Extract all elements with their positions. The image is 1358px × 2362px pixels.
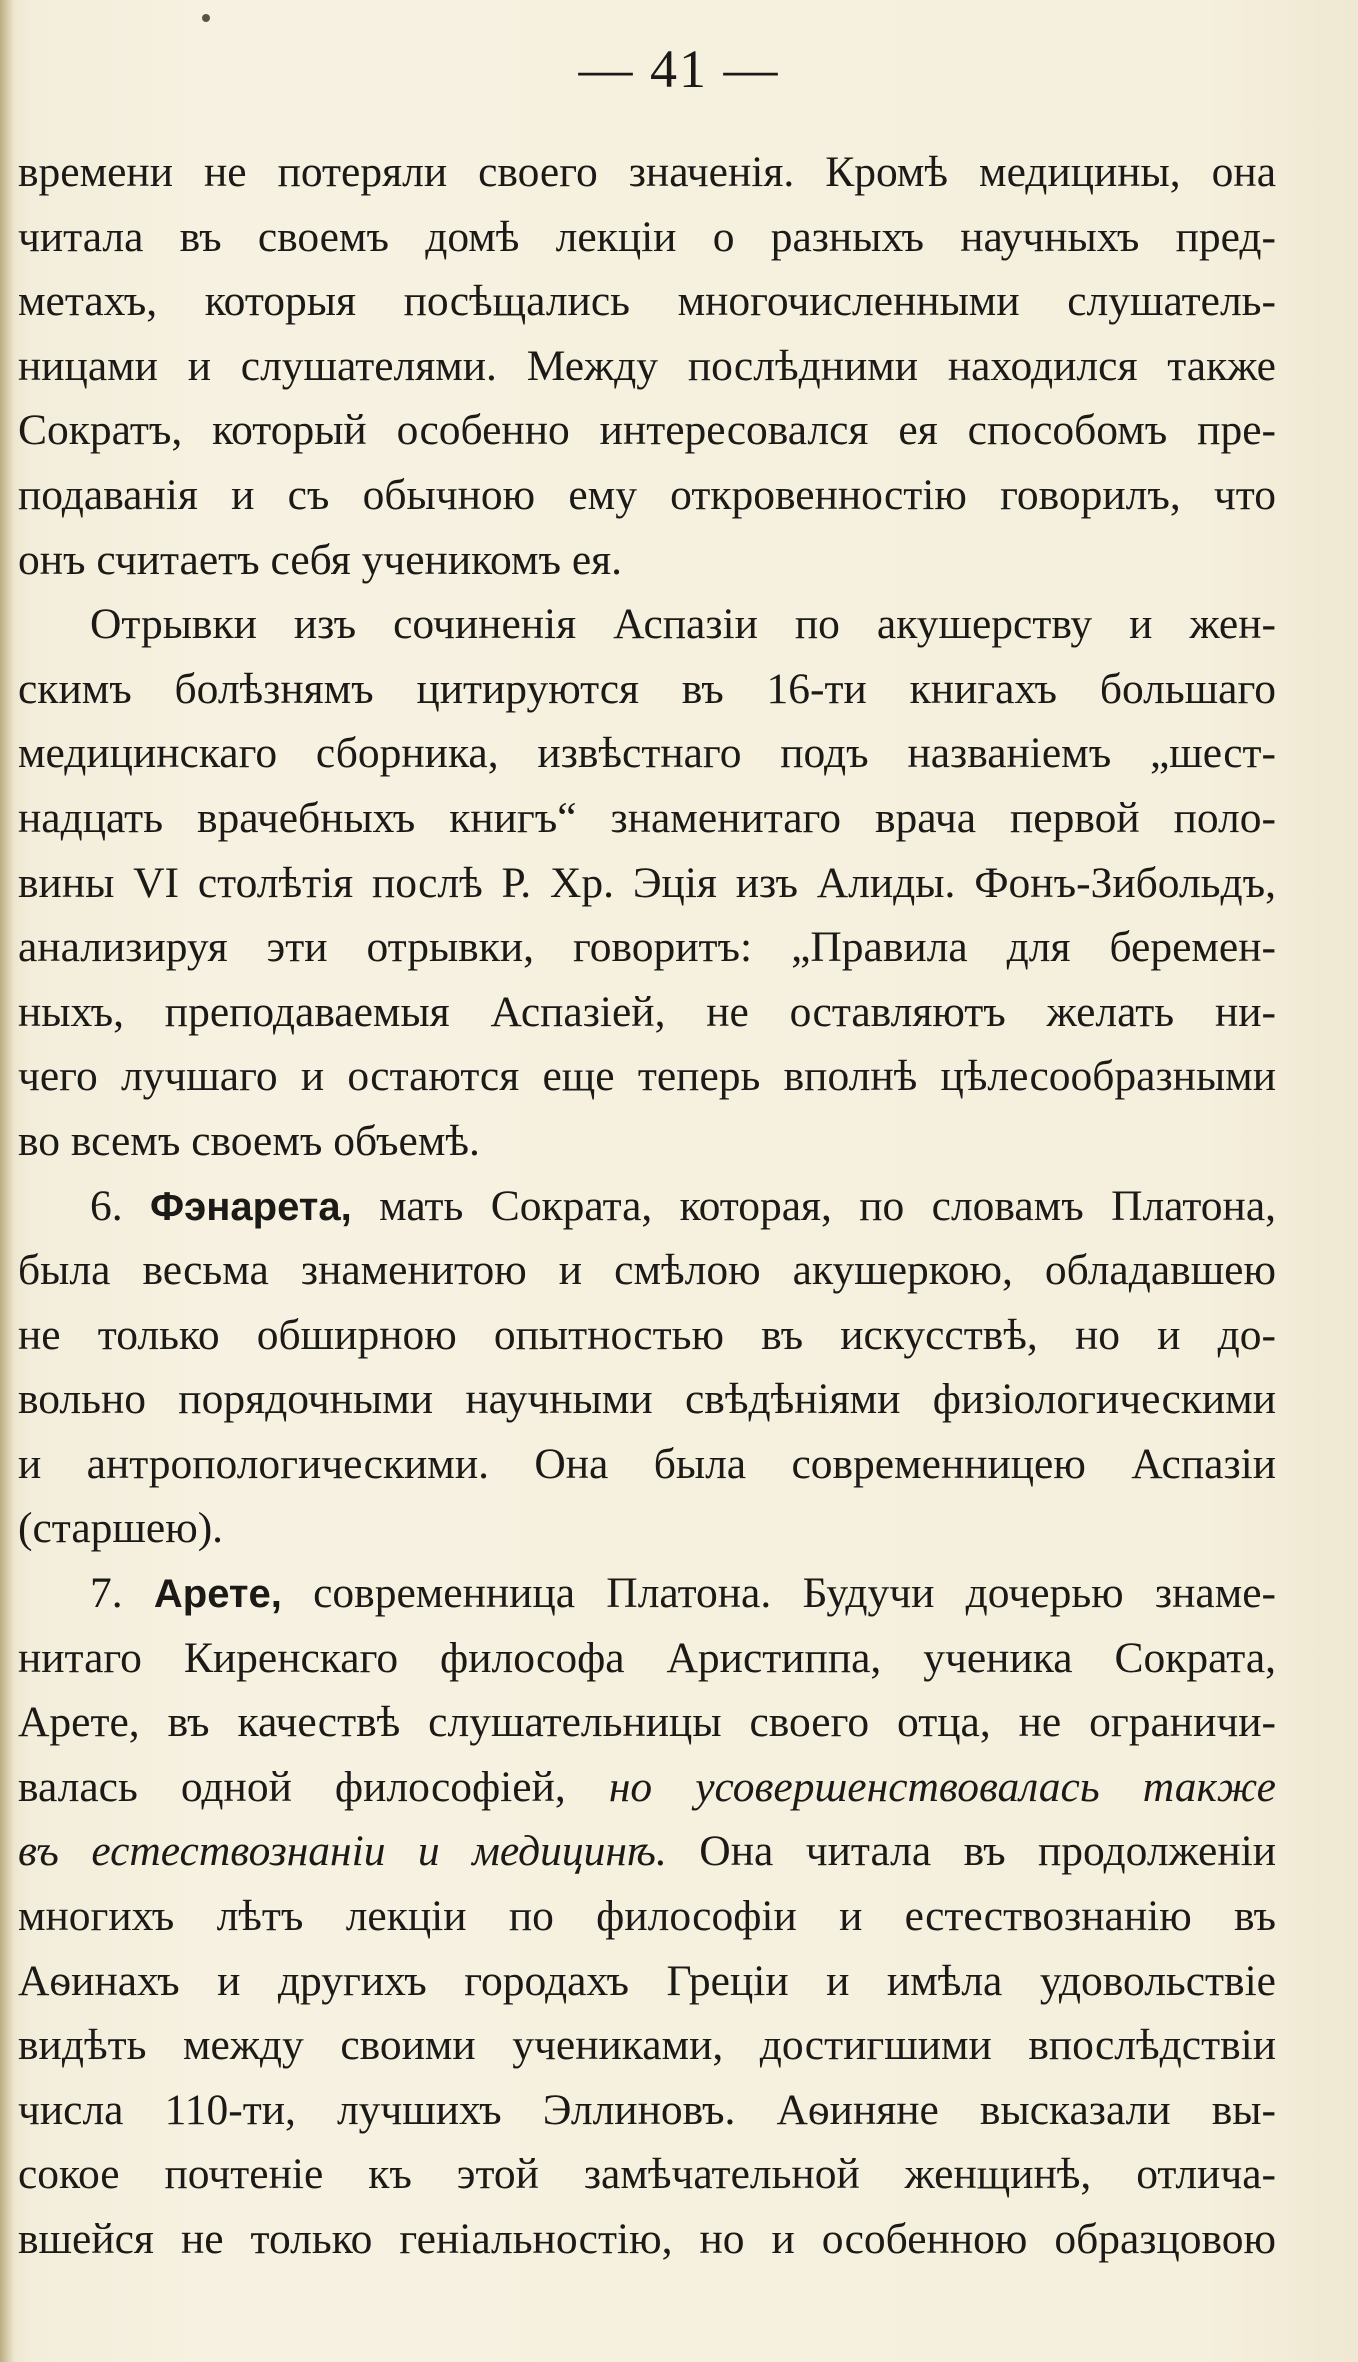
text-line: времени не потеряли своего значенія. Кромѣ медицины, она <box>18 148 1276 196</box>
text-line: онъ считаетъ себя ученикомъ ея. <box>18 535 623 584</box>
text-line <box>18 1755 1276 1820</box>
section-number: 7. <box>90 1569 123 1618</box>
text-line <box>18 1819 1276 1884</box>
section-number: 6. <box>90 1181 123 1230</box>
page-spine-shadow <box>0 0 14 2362</box>
text-run: мать Сократа, которая, по словамъ Платона, <box>379 1181 1276 1230</box>
text-line: была весьма знаменитою и смѣлою акушеркою, обладавшею <box>18 1246 1276 1295</box>
text-line: ницами и слушателями. Между послѣдними находился также <box>18 341 1276 390</box>
text-line: (старшею). <box>18 1504 224 1553</box>
text-line: Арете, въ качествѣ слушательницы своего отца, не ограничи- <box>18 1698 1276 1747</box>
text-line: Аѳинахъ и другихъ городахъ Греціи и имѣла удовольствіе <box>18 1956 1276 2005</box>
person-name: Фэнарета, <box>150 1184 352 1229</box>
text-line: видѣть между своими учениками, достигшими впослѣдствіи <box>18 2021 1276 2070</box>
ink-speck <box>202 14 210 22</box>
italic-run: въ естествознаніи и медицинѣ. <box>18 1827 667 1876</box>
body-text <box>18 140 1276 2272</box>
text-line: во всемъ своемъ объемѣ. <box>18 1116 480 1165</box>
text-line: многихъ лѣтъ лекціи по философіи и естествознанію въ <box>18 1892 1276 1941</box>
text-line: чего лучшаго и остаются еще теперь вполнѣ цѣлесообразными <box>18 1052 1276 1101</box>
text-line: вины VI столѣтія послѣ Р. Хр. Эція изъ Алиды. Фонъ-Зибольдъ, <box>18 858 1276 907</box>
text-line <box>18 1174 1276 1239</box>
text-line: вольно порядочными научными свѣдѣніями физіологическими <box>18 1375 1276 1424</box>
text-run: валась одной философіей, <box>18 1762 566 1811</box>
text-run: Она читала въ продолженіи <box>699 1827 1276 1876</box>
text-line: надцать врачебныхъ книгъ“ знаменитаго врача первой поло- <box>18 793 1276 842</box>
text-line: скимъ болѣзнямъ цитируются въ 16-ти книгахъ большаго <box>18 664 1276 713</box>
text-line: и антропологическими. Она была современницею Аспазіи <box>18 1439 1276 1488</box>
text-line: не только обширною опытностью въ искусствѣ, но и до- <box>18 1310 1276 1359</box>
text-line: подаванія и съ обычною ему откровенностію говорилъ, что <box>18 470 1276 519</box>
text-line: Сократъ, который особенно интересовался ея способомъ пре- <box>18 406 1276 455</box>
text-line: Отрывки изъ сочиненія Аспазіи по акушерству и жен- <box>90 600 1276 649</box>
text-line: вшейся не только геніальностію, но и особенною образцовою <box>18 2215 1276 2263</box>
text-line: метахъ, которыя посѣщались многочисленными слушатель- <box>18 277 1276 326</box>
text-line: сокое почтеніе къ этой замѣчательной женщинѣ, отлича- <box>18 2150 1276 2199</box>
text-line: медицинскаго сборника, извѣстнаго подъ названіемъ „шест- <box>18 729 1276 778</box>
text-line: анализируя эти отрывки, говоритъ: „Правила для беремен- <box>18 923 1276 972</box>
text-line: читала въ своемъ домѣ лекціи о разныхъ научныхъ пред- <box>18 212 1276 261</box>
text-line <box>18 1561 1276 1626</box>
italic-run: но усовершенствовалась также <box>608 1762 1276 1811</box>
text-line: нитаго Киренскаго философа Аристиппа, ученика Сократа, <box>18 1633 1276 1682</box>
person-name: Арете, <box>153 1572 282 1617</box>
text-line: числа 110-ти, лучшихъ Эллиновъ. Аѳиняне высказали вы- <box>18 2085 1276 2134</box>
page-number: — 41 — <box>578 39 780 99</box>
text-line: ныхъ, преподаваемыя Аспазіей, не оставляютъ желать ни- <box>18 987 1276 1036</box>
text-run: современница Платона. Будучи дочерью знаме- <box>313 1569 1276 1618</box>
